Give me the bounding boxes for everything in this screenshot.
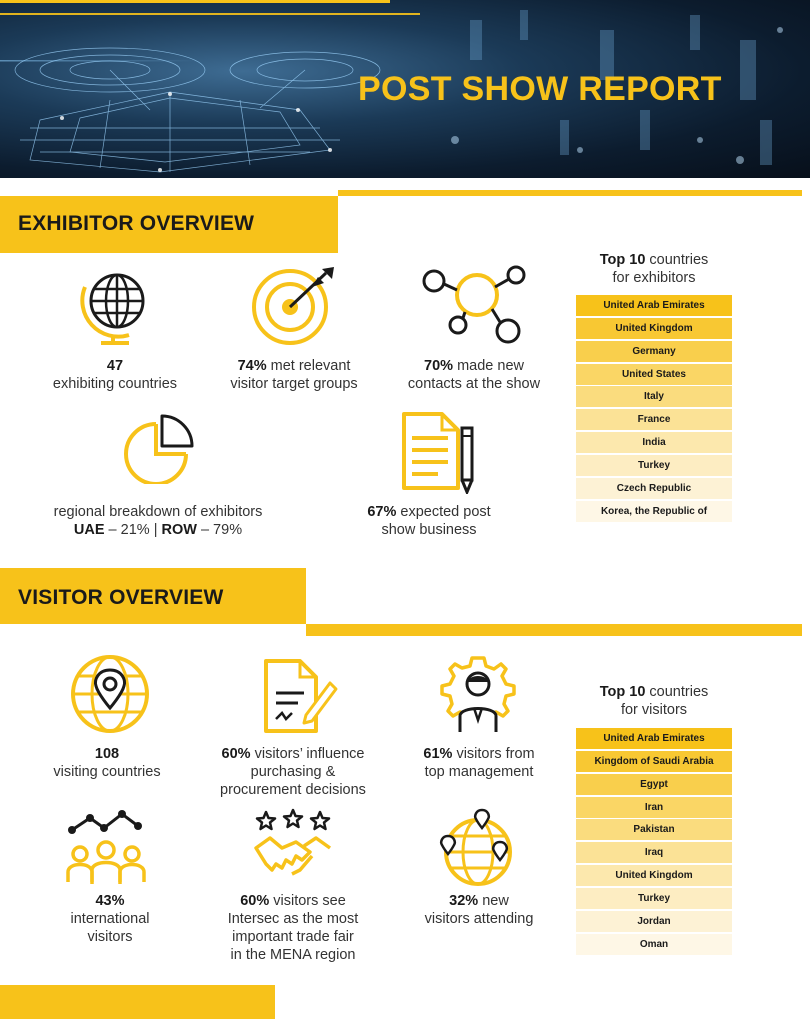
stat-international-visitors: 43% international visitors: [70, 893, 150, 945]
exhibitor-section-title: EXHIBITOR OVERVIEW: [18, 212, 255, 235]
target-icon: [252, 265, 336, 352]
accent-bar: [338, 190, 802, 196]
country-row: Kingdom of Saudi Arabia: [576, 751, 732, 772]
globe-icon: [77, 265, 153, 350]
exhibitor-top10-title: Top 10 countries for exhibitors: [599, 252, 709, 286]
stat-purchasing-influence: 60% visitors’ influence purchasing & procurement decisions: [220, 746, 366, 798]
globe-pins-icon: [436, 808, 520, 893]
stat-new-contacts: 70% made new contacts at the show: [407, 358, 541, 392]
visitor-country-list: [576, 728, 732, 956]
footer-bar: [0, 985, 275, 1019]
country-row: Italy: [576, 386, 732, 407]
country-row: France: [576, 409, 732, 430]
country-row: United Arab Emirates: [576, 728, 732, 749]
stat-visiting-countries: 108 visiting countries: [53, 746, 161, 780]
network-icon: [420, 265, 528, 350]
location-globe-icon: [70, 654, 150, 739]
handshake-stars-icon: [252, 808, 334, 891]
stat-regional-breakdown: regional breakdown of exhibitors UAE – 21% | ROW – 79%: [53, 504, 263, 538]
country-row: Korea, the Republic of: [576, 501, 732, 522]
country-row: Turkey: [576, 888, 732, 909]
country-row: India: [576, 432, 732, 453]
hero-banner: [0, 0, 810, 178]
country-row: Jordan: [576, 911, 732, 932]
country-row: United Kingdom: [576, 318, 732, 339]
country-row: Czech Republic: [576, 478, 732, 499]
country-row: Turkey: [576, 455, 732, 476]
country-row: Iran: [576, 797, 732, 818]
stat-target-groups: 74% met relevant visitor target groups: [230, 358, 358, 392]
pie-chart-icon: [122, 408, 194, 489]
stat-new-visitors: 32% new visitors attending: [424, 893, 534, 927]
stat-post-show-business: 67% expected post show business: [367, 504, 491, 538]
contract-sign-icon: [262, 657, 338, 740]
manager-gear-icon: [438, 654, 518, 739]
page-title: POST SHOW REPORT: [358, 70, 722, 108]
country-row: Pakistan: [576, 819, 732, 840]
exhibitor-country-list: [576, 295, 732, 523]
visitor-section-title: VISITOR OVERVIEW: [18, 586, 224, 609]
international-visitors-icon: [66, 806, 150, 893]
country-row: United States: [576, 364, 732, 385]
country-row: Egypt: [576, 774, 732, 795]
country-row: Iraq: [576, 842, 732, 863]
document-pen-icon: [400, 410, 482, 499]
visitor-top10-title: Top 10 countries for visitors: [599, 684, 709, 718]
stat-exhibiting-countries: 47 exhibiting countries: [52, 358, 178, 392]
country-row: United Kingdom: [576, 865, 732, 886]
accent-bar: [306, 624, 802, 636]
stat-top-management: 61% visitors from top management: [423, 746, 535, 780]
country-row: Germany: [576, 341, 732, 362]
country-row: Oman: [576, 934, 732, 955]
stat-trade-fair-importance: 60% visitors see Intersec as the most important trade fair in the MENA region: [227, 893, 359, 963]
country-row: United Arab Emirates: [576, 295, 732, 316]
